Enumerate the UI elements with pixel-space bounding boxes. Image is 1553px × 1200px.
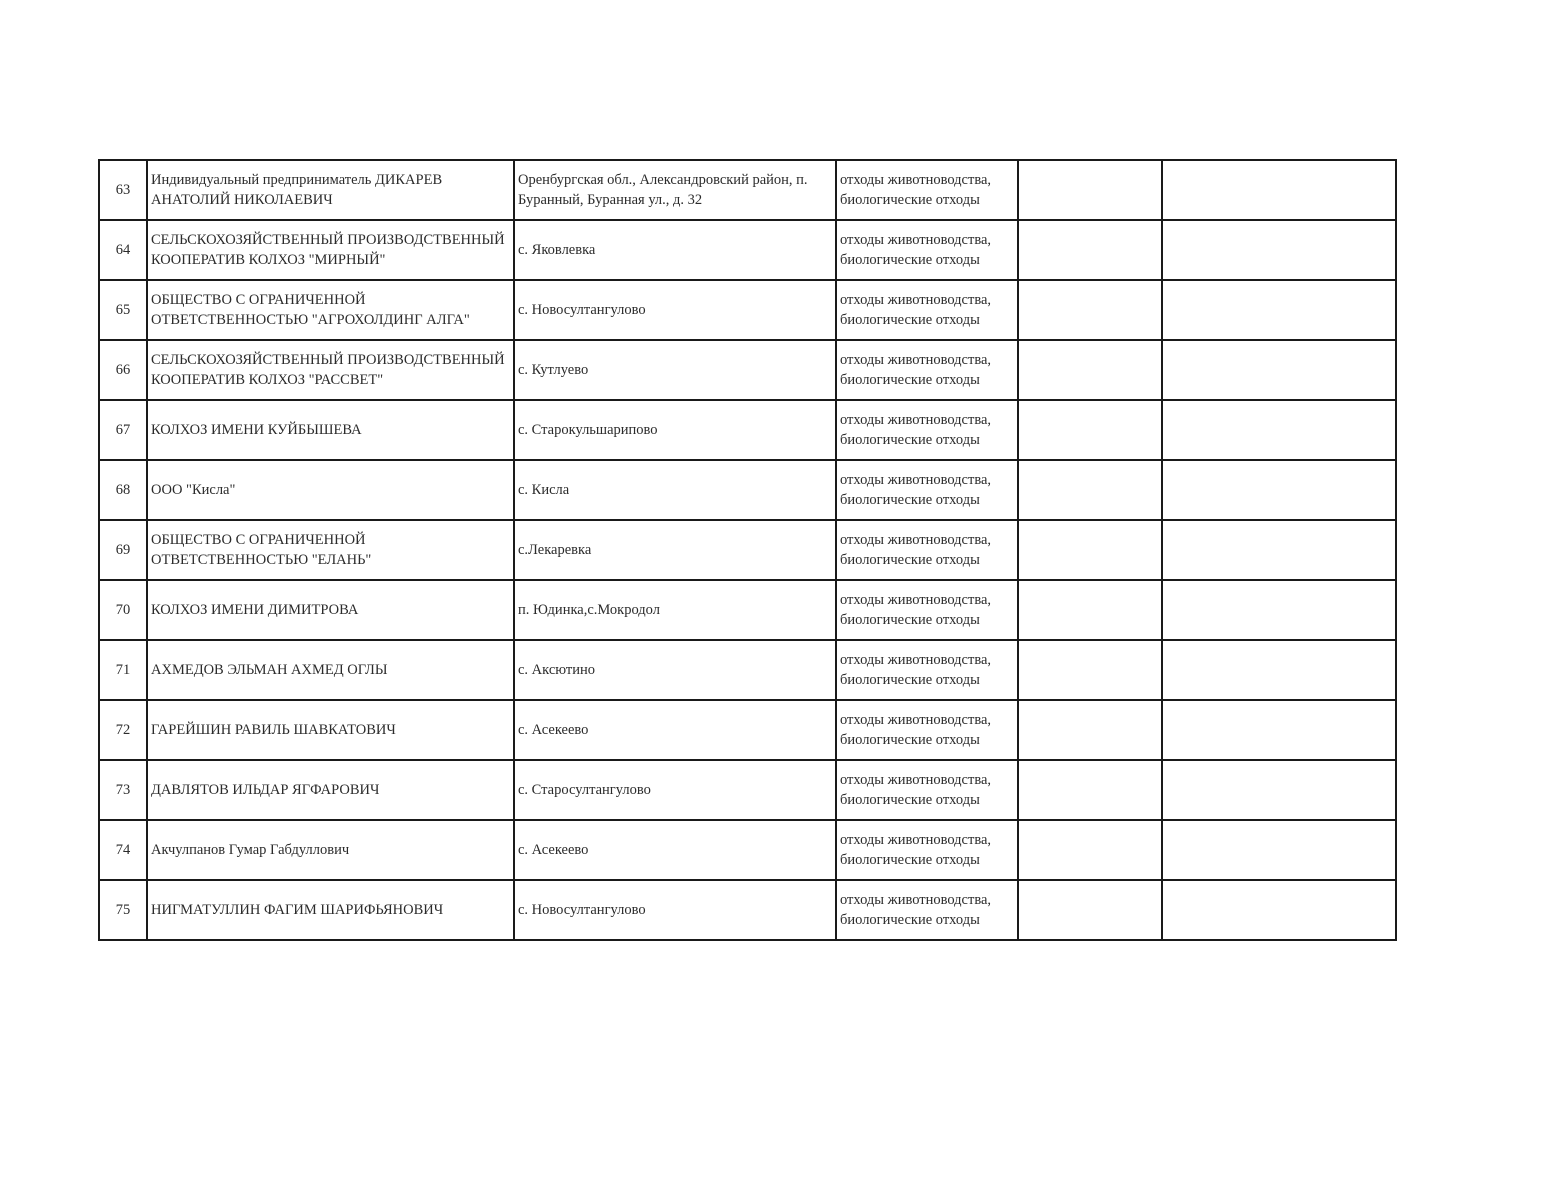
empty-cell xyxy=(1018,760,1162,820)
empty-cell xyxy=(1162,820,1396,880)
registry-table-body xyxy=(99,160,1396,940)
address-cell: с. Новосултангулово xyxy=(514,280,836,340)
address-cell: с. Аксютино xyxy=(514,640,836,700)
empty-cell xyxy=(1018,220,1162,280)
row-number-cell: 68 xyxy=(99,460,147,520)
row-number-cell: 64 xyxy=(99,220,147,280)
table-row xyxy=(99,520,1396,580)
empty-cell xyxy=(1162,760,1396,820)
table-row xyxy=(99,760,1396,820)
organization-name-cell: ОБЩЕСТВО С ОГРАНИЧЕННОЙ ОТВЕТСТВЕННОСТЬЮ "АГРОХОЛДИНГ АЛГА" xyxy=(147,280,514,340)
empty-cell xyxy=(1018,340,1162,400)
organization-name-cell: ГАРЕЙШИН РАВИЛЬ ШАВКАТОВИЧ xyxy=(147,700,514,760)
organization-name-cell: СЕЛЬСКОХОЗЯЙСТВЕННЫЙ ПРОИЗВОДСТВЕННЫЙ КООПЕРАТИВ КОЛХОЗ "РАССВЕТ" xyxy=(147,340,514,400)
row-number-cell: 72 xyxy=(99,700,147,760)
empty-cell xyxy=(1018,640,1162,700)
waste-type-cell: отходы животноводства, биологические отходы xyxy=(836,460,1018,520)
table-row xyxy=(99,400,1396,460)
waste-type-cell: отходы животноводства, биологические отходы xyxy=(836,640,1018,700)
empty-cell xyxy=(1018,460,1162,520)
table-row xyxy=(99,640,1396,700)
empty-cell xyxy=(1018,700,1162,760)
row-number-cell: 75 xyxy=(99,880,147,940)
table-row xyxy=(99,340,1396,400)
organization-name-cell: ООО "Кисла" xyxy=(147,460,514,520)
address-cell: с. Новосултангулово xyxy=(514,880,836,940)
row-number-cell: 73 xyxy=(99,760,147,820)
address-cell: с. Яковлевка xyxy=(514,220,836,280)
address-cell: с. Кисла xyxy=(514,460,836,520)
address-cell: Оренбургская обл., Александровский район, п. Буранный, Буранная ул., д. 32 xyxy=(514,160,836,220)
empty-cell xyxy=(1162,640,1396,700)
row-number-cell: 74 xyxy=(99,820,147,880)
organization-name-cell: КОЛХОЗ ИМЕНИ КУЙБЫШЕВА xyxy=(147,400,514,460)
empty-cell xyxy=(1162,580,1396,640)
address-cell: с. Асекеево xyxy=(514,700,836,760)
row-number-cell: 63 xyxy=(99,160,147,220)
row-number-cell: 67 xyxy=(99,400,147,460)
table-row xyxy=(99,280,1396,340)
empty-cell xyxy=(1162,520,1396,580)
row-number-cell: 71 xyxy=(99,640,147,700)
waste-type-cell: отходы животноводства, биологические отходы xyxy=(836,880,1018,940)
empty-cell xyxy=(1162,880,1396,940)
address-cell: с. Кутлуево xyxy=(514,340,836,400)
row-number-cell: 65 xyxy=(99,280,147,340)
empty-cell xyxy=(1162,700,1396,760)
address-cell: с. Асекеево xyxy=(514,820,836,880)
empty-cell xyxy=(1018,820,1162,880)
table-row xyxy=(99,700,1396,760)
empty-cell xyxy=(1018,280,1162,340)
organization-name-cell: Акчулпанов Гумар Габдуллович xyxy=(147,820,514,880)
table-row xyxy=(99,880,1396,940)
organization-name-cell: ДАВЛЯТОВ ИЛЬДАР ЯГФАРОВИЧ xyxy=(147,760,514,820)
empty-cell xyxy=(1018,580,1162,640)
address-cell: п. Юдинка,с.Мокродол xyxy=(514,580,836,640)
empty-cell xyxy=(1018,160,1162,220)
empty-cell xyxy=(1018,400,1162,460)
table-row xyxy=(99,460,1396,520)
empty-cell xyxy=(1162,400,1396,460)
row-number-cell: 66 xyxy=(99,340,147,400)
empty-cell xyxy=(1162,220,1396,280)
organization-name-cell: НИГМАТУЛЛИН ФАГИМ ШАРИФЬЯНОВИЧ xyxy=(147,880,514,940)
empty-cell xyxy=(1018,520,1162,580)
waste-type-cell: отходы животноводства, биологические отходы xyxy=(836,700,1018,760)
waste-type-cell: отходы животноводства, биологические отходы xyxy=(836,400,1018,460)
empty-cell xyxy=(1162,280,1396,340)
address-cell: с.Лекаревка xyxy=(514,520,836,580)
waste-type-cell: отходы животноводства, биологические отходы xyxy=(836,340,1018,400)
empty-cell xyxy=(1162,160,1396,220)
waste-type-cell: отходы животноводства, биологические отходы xyxy=(836,820,1018,880)
empty-cell xyxy=(1162,340,1396,400)
address-cell: с. Старокульшарипово xyxy=(514,400,836,460)
table-row xyxy=(99,220,1396,280)
table-row xyxy=(99,820,1396,880)
row-number-cell: 70 xyxy=(99,580,147,640)
organization-name-cell: ОБЩЕСТВО С ОГРАНИЧЕННОЙ ОТВЕТСТВЕННОСТЬЮ "ЕЛАНЬ" xyxy=(147,520,514,580)
organization-name-cell: Индивидуальный предприниматель ДИКАРЕВ АНАТОЛИЙ НИКОЛАЕВИЧ xyxy=(147,160,514,220)
organization-name-cell: КОЛХОЗ ИМЕНИ ДИМИТРОВА xyxy=(147,580,514,640)
row-number-cell: 69 xyxy=(99,520,147,580)
waste-type-cell: отходы животноводства, биологические отходы xyxy=(836,760,1018,820)
waste-type-cell: отходы животноводства, биологические отходы xyxy=(836,160,1018,220)
registry-table xyxy=(98,159,1397,941)
empty-cell xyxy=(1162,460,1396,520)
waste-type-cell: отходы животноводства, биологические отходы xyxy=(836,220,1018,280)
waste-type-cell: отходы животноводства, биологические отходы xyxy=(836,520,1018,580)
waste-type-cell: отходы животноводства, биологические отходы xyxy=(836,580,1018,640)
organization-name-cell: СЕЛЬСКОХОЗЯЙСТВЕННЫЙ ПРОИЗВОДСТВЕННЫЙ КООПЕРАТИВ КОЛХОЗ "МИРНЫЙ" xyxy=(147,220,514,280)
table-row xyxy=(99,580,1396,640)
waste-type-cell: отходы животноводства, биологические отходы xyxy=(836,280,1018,340)
table-row xyxy=(99,160,1396,220)
empty-cell xyxy=(1018,880,1162,940)
address-cell: с. Старосултангулово xyxy=(514,760,836,820)
organization-name-cell: АХМЕДОВ ЭЛЬМАН АХМЕД ОГЛЫ xyxy=(147,640,514,700)
